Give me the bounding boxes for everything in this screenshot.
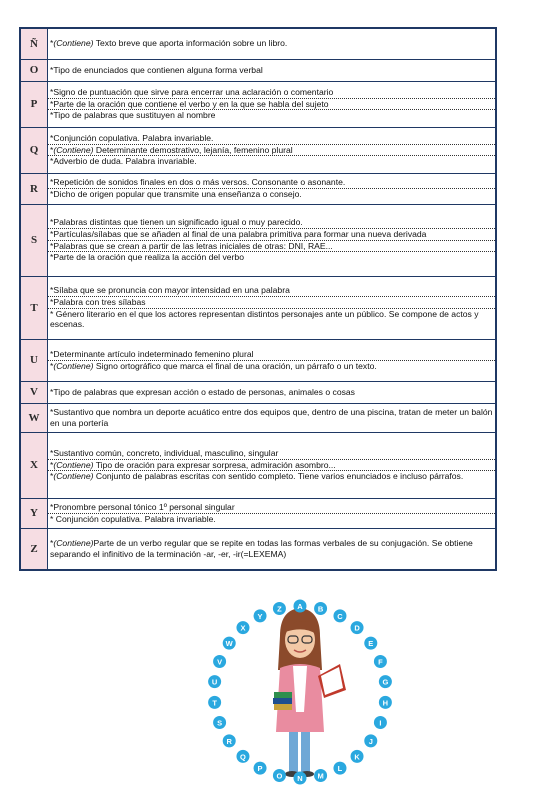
row-letter: V xyxy=(20,381,48,403)
wheel-letter-l xyxy=(333,762,346,775)
wheel-letter-x xyxy=(236,621,249,634)
clue-row xyxy=(20,28,496,59)
wheel-letter-z xyxy=(273,602,286,615)
row-letter: T xyxy=(20,276,48,339)
wheel-letter-label: Z xyxy=(277,604,282,614)
row-clues xyxy=(48,403,497,432)
clue-text: *(Contiene) Texto breve que aporta información sobre un libro. xyxy=(50,38,288,49)
wheel-letter-label: O xyxy=(276,771,283,781)
row-letter: Z xyxy=(20,528,48,570)
row-letter: Q xyxy=(20,127,48,173)
clue-text: *Palabra con tres sílabas xyxy=(48,297,495,309)
wheel-letter-m xyxy=(314,769,327,782)
clue-row xyxy=(20,81,496,127)
wheel-letter-label: H xyxy=(382,698,389,708)
wheel-letter-f xyxy=(374,655,387,668)
avatar-leg xyxy=(301,732,310,772)
wheel-letter-label: F xyxy=(378,657,383,667)
clue-text: *Palabras que se crean a partir de las letras iniciales de otras: DNI, RAE... xyxy=(48,241,495,253)
clue-prefix: (Contiene) xyxy=(53,459,94,470)
wheel-letter-k xyxy=(351,750,364,763)
row-clues xyxy=(48,339,497,381)
wheel-letter-a xyxy=(294,600,307,613)
row-clues xyxy=(48,432,497,498)
clue-row xyxy=(20,528,496,570)
row-letter: U xyxy=(20,339,48,381)
clue-text: * Género literario en el que los actores representan distintos personajes ante un público. Se compone de actos y escenas. xyxy=(50,308,479,330)
wheel-letter-y xyxy=(254,609,267,622)
wheel-letter-i xyxy=(374,716,387,729)
row-clues xyxy=(48,59,497,81)
clue-text: *Sílaba que se pronuncia con mayor intensidad en una palabra xyxy=(48,285,495,297)
clue-text: *Tipo de enunciados que contienen alguna forma verbal xyxy=(50,64,263,75)
wheel-letter-label: M xyxy=(317,771,324,781)
row-clues xyxy=(48,81,497,127)
wheel-letter-b xyxy=(314,602,327,615)
wheel-letter-s xyxy=(213,716,226,729)
book-icon xyxy=(273,698,292,704)
row-clues xyxy=(48,498,497,528)
wheel-letter-label: A xyxy=(297,602,303,611)
wheel-letter-label: N xyxy=(297,774,303,783)
clue-text: *(Contiene) Conjunto de palabras escritas con sentido completo. Tiene varios enunciados e incluso párrafos. xyxy=(50,471,464,482)
clue-text: *Signo de puntuación que sirve para encerrar una aclaración o comentario xyxy=(48,87,495,99)
clue-text: *(Contiene) Tipo de oración para expresar sorpresa, admiración asombro... xyxy=(48,460,495,472)
row-clues xyxy=(48,127,497,173)
wheel-letter-label: C xyxy=(337,611,343,621)
wheel-letter-label: I xyxy=(379,718,382,728)
clue-row xyxy=(20,339,496,381)
wheel-letter-q xyxy=(236,750,249,763)
wheel-letter-label: R xyxy=(226,736,232,746)
wheel-letter-c xyxy=(333,609,346,622)
wheel-letter-t xyxy=(208,696,221,709)
clue-text: *Palabras distintas que tienen un significado igual o muy parecido. xyxy=(48,217,495,229)
wheel-letter-label: J xyxy=(368,736,373,746)
clue-row xyxy=(20,498,496,528)
clue-row xyxy=(20,432,496,498)
row-letter: Ñ xyxy=(20,28,48,59)
wheel-letter-label: D xyxy=(354,623,360,633)
clue-text: *Pronombre personal tónico 1º personal singular xyxy=(48,502,495,514)
clue-row xyxy=(20,381,496,403)
wheel-letter-u xyxy=(208,675,221,688)
wheel-letter-j xyxy=(364,734,377,747)
clue-text: *Partículas/sílabas que se añaden al final de una palabra primitiva para formar una nueva derivada xyxy=(48,229,495,241)
clue-prefix: (Contiene) xyxy=(53,38,94,49)
wheel-letter-o xyxy=(273,769,286,782)
clue-text: *Conjunción copulativa. Palabra invariable. xyxy=(48,133,495,145)
row-letter: W xyxy=(20,403,48,432)
clue-table xyxy=(19,27,497,571)
clue-text: *Repetición de sonidos finales en dos o más versos. Consonante o asonante. xyxy=(48,177,495,189)
row-clues xyxy=(48,381,497,403)
clue-text: * Conjunción copulativa. Palabra invariable. xyxy=(50,513,216,524)
wheel-letter-label: S xyxy=(217,718,223,728)
clue-prefix: (Contiene) xyxy=(53,360,94,371)
clue-row xyxy=(20,204,496,276)
clue-row xyxy=(20,59,496,81)
wheel-letter-label: X xyxy=(240,623,246,633)
wheel-letter-label: L xyxy=(337,764,343,774)
wheel-letter-label: G xyxy=(382,677,389,687)
row-letter: P xyxy=(20,81,48,127)
book-icon xyxy=(274,704,292,710)
wheel-letter-label: K xyxy=(354,752,360,762)
row-letter: O xyxy=(20,59,48,81)
clue-prefix: (Contiene) xyxy=(53,538,94,549)
wheel-letter-w xyxy=(223,637,236,650)
wheel-letter-label: V xyxy=(217,657,223,667)
wheel-letter-h xyxy=(379,696,392,709)
clue-text: *(Contiene) Determinante demostrativo, lejanía, femenino plural xyxy=(48,145,495,157)
clue-text: *Sustantivo que nombra un deporte acuático entre dos equipos que, dentro de una piscina, tratan de meter un balón en una portería xyxy=(50,406,493,428)
wheel-letter-label: W xyxy=(225,639,233,649)
clue-text: *Sustantivo común, concreto, individual, masculino, singular xyxy=(48,448,495,460)
wheel-letter-label: T xyxy=(212,698,217,708)
row-letter: Y xyxy=(20,498,48,528)
wheel-letter-label: P xyxy=(257,764,263,774)
clue-text: *Tipo de palabras que sustituyen al nombre xyxy=(50,110,216,121)
wheel-letter-label: B xyxy=(317,604,324,614)
wheel-letter-d xyxy=(351,621,364,634)
wheel-letter-p xyxy=(254,762,267,775)
avatar-leg xyxy=(289,732,298,772)
wheel-letter-label: E xyxy=(368,639,374,649)
clue-text: *Parte de la oración que realiza la acción del verbo xyxy=(50,252,244,263)
wheel-letter-label: Q xyxy=(240,752,246,762)
clue-prefix: (Contiene) xyxy=(53,144,94,155)
clue-row xyxy=(20,173,496,204)
clue-text: *Parte de la oración que contiene el verbo y en la que se habla del sujeto xyxy=(48,99,495,111)
row-clues xyxy=(48,204,497,276)
clue-row xyxy=(20,403,496,432)
wheel-letter-v xyxy=(213,655,226,668)
wheel-letter-r xyxy=(223,734,236,747)
row-letter: R xyxy=(20,173,48,204)
wheel-letter-n xyxy=(294,772,307,785)
row-letter: X xyxy=(20,432,48,498)
alphabet-wheel xyxy=(200,592,400,792)
row-clues xyxy=(48,28,497,59)
wheel-letter-label: Y xyxy=(257,611,263,621)
wheel-letter-label: U xyxy=(211,677,218,687)
clue-text: *(Contiene) Signo ortográfico que marca el final de una oración, un párrafo o un texto. xyxy=(50,360,377,371)
row-letter: S xyxy=(20,204,48,276)
clue-row xyxy=(20,276,496,339)
clue-row xyxy=(20,127,496,173)
row-clues xyxy=(48,276,497,339)
book-icon xyxy=(274,692,292,698)
clue-text: *(Contiene)Parte de un verbo regular que se repite en todas las formas verbales de su conjugación. Se obtiene separando el infinitivo de la terminación -ar, -er, -ir(=LEXEMA) xyxy=(50,538,473,559)
clue-text: *Adverbio de duda. Palabra invariable. xyxy=(50,156,197,167)
row-clues xyxy=(48,173,497,204)
clue-table-body xyxy=(20,28,496,570)
wheel-letter-e xyxy=(364,637,377,650)
wheel-letter-g xyxy=(379,675,392,688)
clue-text: *Determinante artículo indeterminado femenino plural xyxy=(48,349,495,361)
row-clues xyxy=(48,528,497,570)
clue-prefix: (Contiene) xyxy=(53,471,94,482)
teacher-avatar-illustration xyxy=(273,608,346,777)
clue-text: *Tipo de palabras que expresan acción o estado de personas, animales o cosas xyxy=(50,386,355,397)
clue-text: *Dicho de origen popular que transmite una enseñanza o consejo. xyxy=(50,189,302,199)
